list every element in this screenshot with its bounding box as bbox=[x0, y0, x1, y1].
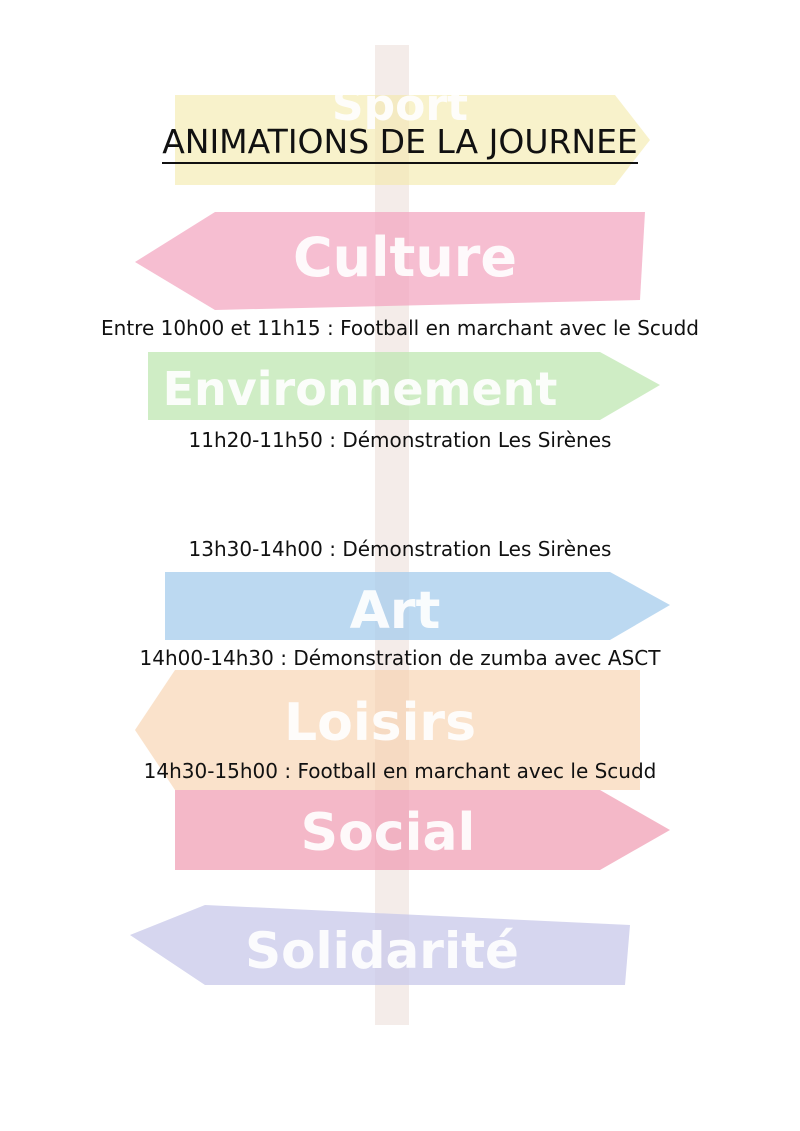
schedule-item: 14h30-15h00 : Football en marchant avec le Scudd bbox=[143, 759, 657, 783]
schedule-item: Entre 10h00 et 11h15 : Football en marchant avec le Scudd bbox=[101, 316, 699, 340]
sign-label-loisirs: Loisirs bbox=[283, 693, 477, 753]
page-title: ANIMATIONS DE LA JOURNEE bbox=[0, 122, 800, 161]
sign-label-environnement: Environnement bbox=[162, 362, 558, 416]
sign-label-social: Social bbox=[300, 803, 476, 863]
signpost-pole bbox=[375, 45, 409, 1025]
schedule-item: 13h30-14h00 : Démonstration Les Sirènes bbox=[188, 537, 612, 561]
schedule-item: 11h20-11h50 : Démonstration Les Sirènes bbox=[188, 428, 612, 452]
sign-label-solidarite: Solidarité bbox=[245, 922, 519, 980]
sign-label-art: Art bbox=[349, 581, 441, 641]
schedule-item: 14h00-14h30 : Démonstration de zumba avec ASCT bbox=[139, 646, 661, 670]
sign-label-culture: Culture bbox=[292, 226, 518, 289]
sign-label-sport: Sport bbox=[331, 80, 469, 131]
